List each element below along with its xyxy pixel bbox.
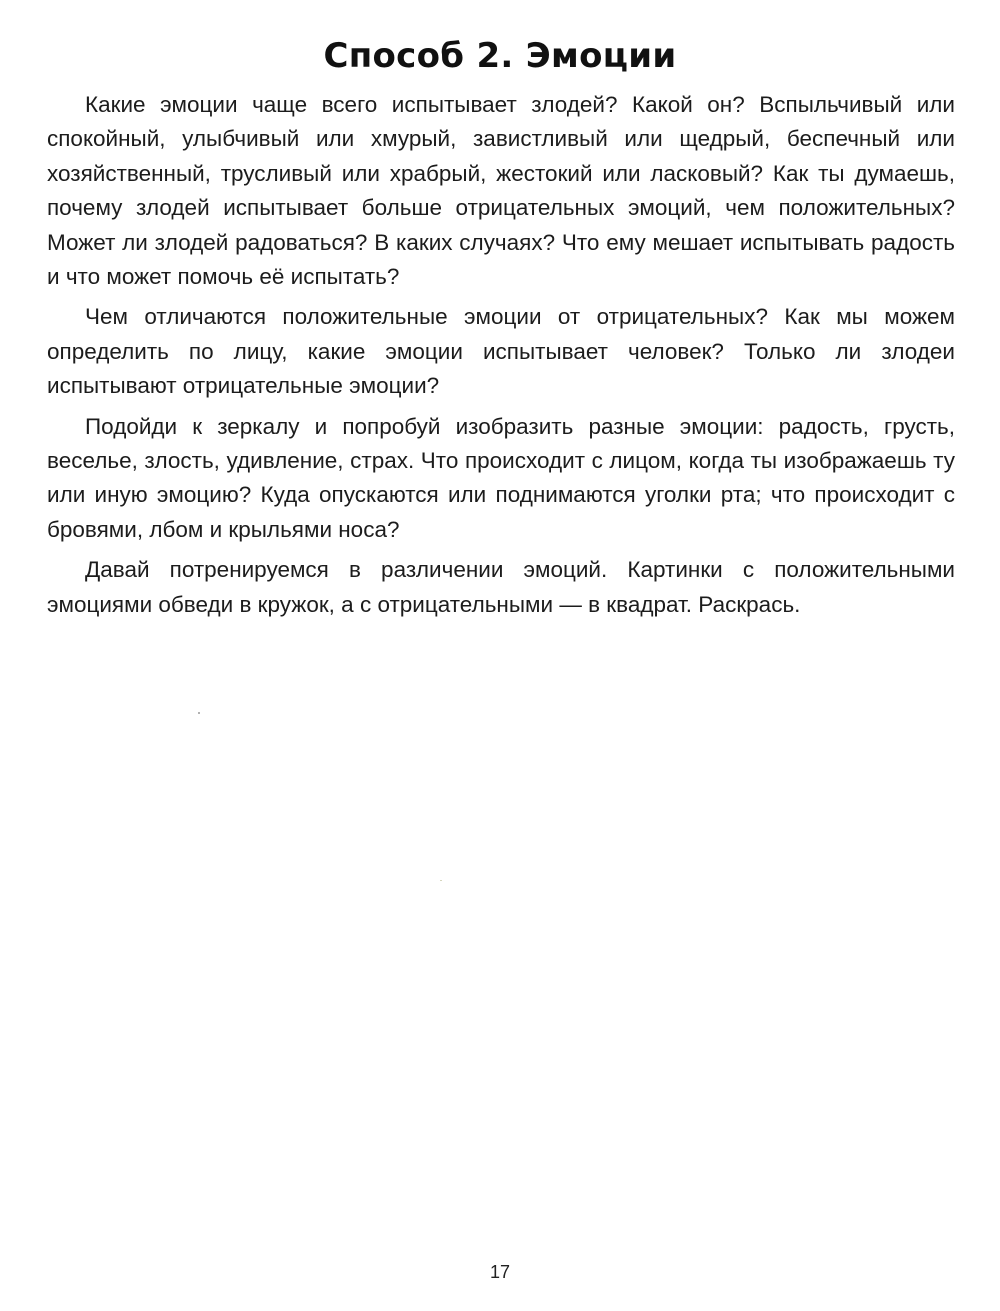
body-text bbox=[47, 88, 955, 628]
paragraph-positive-negative: Чем отличаются положительные эмоции от отрицательных? Как мы можем определить по лицу, какие эмоции испытывает человек? Только ли злодеи испытывают отрицательные эмоции? bbox=[47, 304, 955, 399]
paragraph-mirror-exercise: Подойди к зеркалу и попробуй изобразить разные эмоции: радость, грусть, веселье, злость, удивление, страх. Что происходит с лицом, когда ты изображаешь ту или иную эмоцию? Куда опускаются или поднимаются уголки рта; что происходит с бровями, лбом и крыльями носа? bbox=[47, 413, 955, 542]
paragraph-task-instruction: Давай потренируемся в различении эмоций. Картинки с положительными эмоциями обведи в кружок, а с отрицательными — в квадрат. Раскрась. bbox=[47, 557, 955, 617]
scan-speck bbox=[440, 880, 442, 881]
paragraph-villain-emotions: Какие эмоции чаще всего испытывает злодей? Какой он? Вспыльчивый или спокойный, улыбчивый или хмурый, завистливый или щедрый, беспечный или хозяйственный, трусливый или храбрый, жестокий или ласковый? Как ты думаешь, почему злодей испытывает больше отрицательных эмоций, чем положительных? Может ли злодей радоваться? В каких случаях? Что ему мешает испытывать радость и что может помочь её испытать? bbox=[47, 92, 955, 290]
page-number: 17 bbox=[489, 1262, 511, 1282]
scan-speck bbox=[198, 712, 200, 714]
page-title: Способ 2. Эмоции bbox=[323, 36, 677, 76]
